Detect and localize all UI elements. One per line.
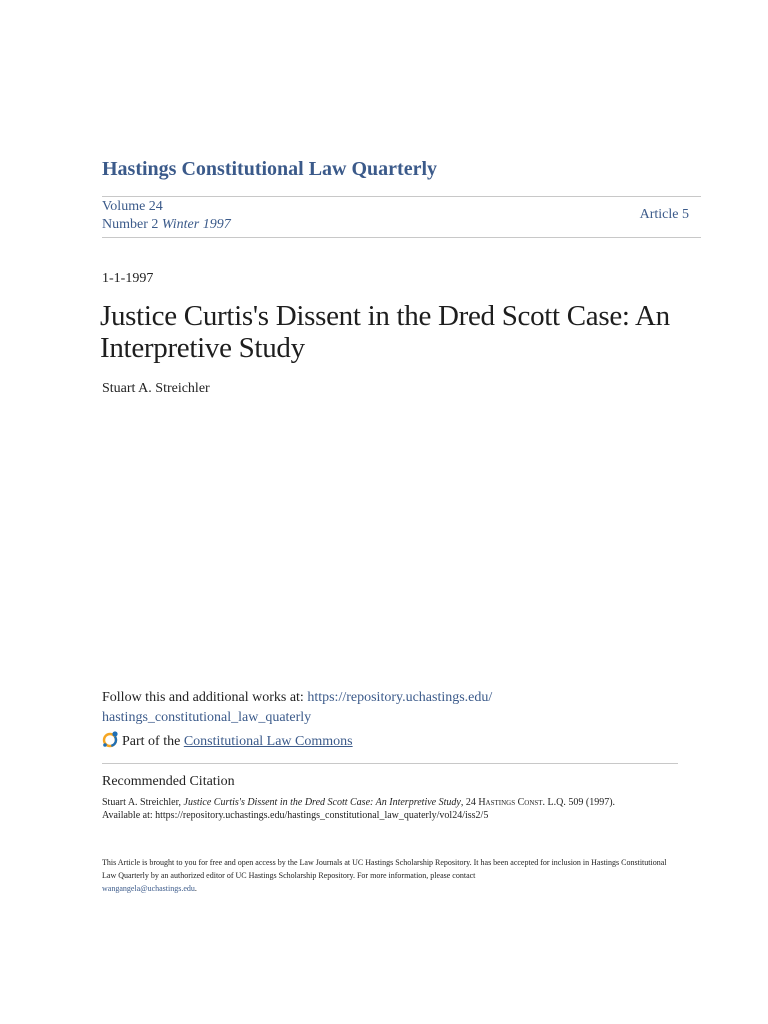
part-of-line — [102, 730, 353, 752]
citation-page-year: 509 (1997). — [565, 797, 616, 808]
part-of-prefix: Part of the — [122, 734, 184, 749]
commons-link[interactable]: Constitutional Law Commons — [183, 734, 353, 749]
citation-available-url: Available at: https://repository.uchastings.edu/hastings_constitutional_law_quaterly/vol24/iss2/5 — [102, 810, 489, 821]
open-access-notice — [102, 856, 682, 895]
issue-number[interactable]: Number 2 — [102, 217, 159, 232]
citation-author: Stuart A. Streichler, — [102, 797, 184, 808]
issue-line[interactable] — [102, 217, 231, 233]
citation-volume: , 24 — [460, 797, 479, 808]
repository-link-continued[interactable]: hastings_constitutional_law_quaterly — [102, 710, 312, 725]
article-title: Justice Curtis's Dissent in the Dred Scott Case: An Interpretive Study — [100, 300, 670, 364]
contact-email-link[interactable]: wangangela@uchastings.edu — [102, 884, 195, 893]
repository-link[interactable]: https://repository.uchastings.edu/ — [307, 690, 493, 705]
journal-title[interactable]: Hastings Constitutional Law Quarterly — [102, 158, 438, 180]
citation-text — [102, 796, 702, 822]
citation-title: Justice Curtis's Dissent in the Dred Scott Case: An Interpretive Study — [183, 797, 461, 808]
notice-text: This Article is brought to you for free and open access by the Law Journals at UC Hastings Scholarship Repository. It has been accepted for inclusion in Hastings Constitutional Law Quarterly by an authorized editor of UC Hastings Scholarship Repository. For more information, please contact — [102, 858, 667, 880]
volume-link[interactable]: Volume 24 — [102, 199, 163, 214]
header-divider-top — [102, 196, 701, 197]
commons-network-icon — [102, 730, 120, 748]
citation-divider — [102, 763, 678, 764]
citation-journal: Hastings Const. L.Q. — [478, 797, 566, 808]
notice-end: . — [194, 884, 197, 893]
recommended-citation-heading: Recommended Citation — [102, 774, 235, 789]
follow-prefix: Follow this and additional works at: — [102, 690, 308, 705]
author-name: Stuart A. Streichler — [102, 381, 210, 396]
header-divider-bottom — [102, 237, 701, 238]
article-number-link[interactable]: Article 5 — [639, 207, 689, 222]
issue-season[interactable]: Winter 1997 — [161, 217, 231, 232]
publication-date: 1-1-1997 — [102, 271, 154, 286]
follow-works-block — [102, 688, 702, 728]
